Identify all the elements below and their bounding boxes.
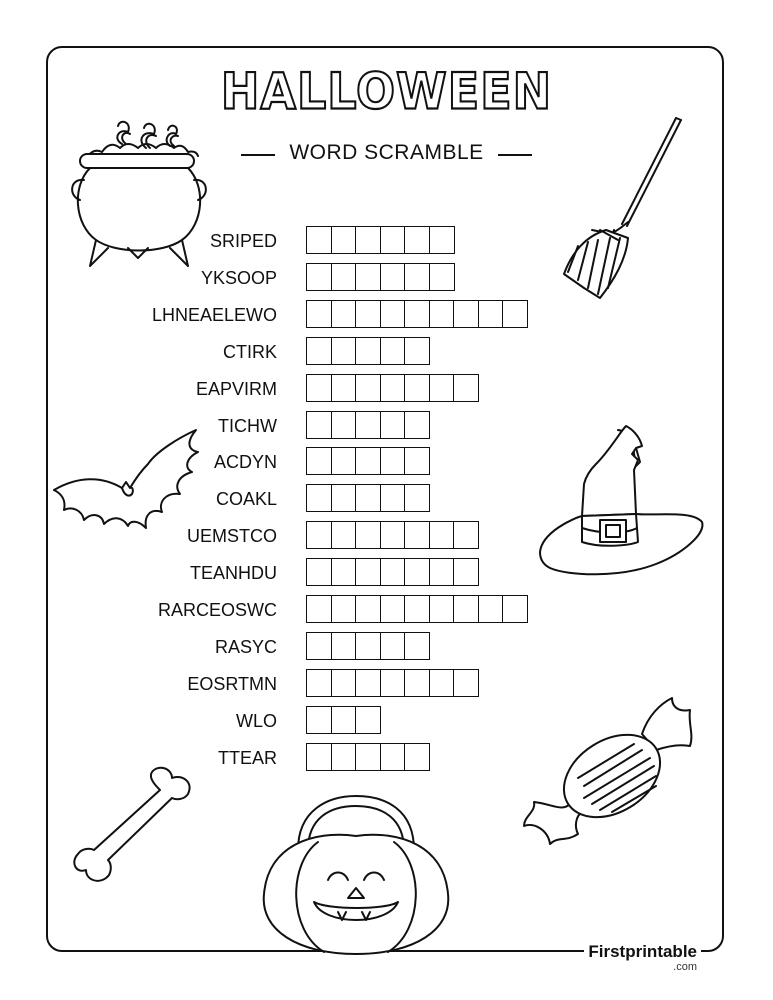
letter-box[interactable] bbox=[306, 300, 332, 328]
letter-box[interactable] bbox=[453, 300, 479, 328]
answer-boxes bbox=[306, 263, 453, 291]
letter-box[interactable] bbox=[404, 300, 430, 328]
letter-box[interactable] bbox=[306, 595, 332, 623]
puzzle-row bbox=[0, 374, 773, 404]
letter-box[interactable] bbox=[331, 669, 357, 697]
letter-box[interactable] bbox=[404, 447, 430, 475]
letter-box[interactable] bbox=[453, 558, 479, 586]
letter-box[interactable] bbox=[380, 374, 406, 402]
letter-box[interactable] bbox=[306, 374, 332, 402]
letter-box[interactable] bbox=[380, 743, 406, 771]
candy-icon bbox=[520, 694, 696, 850]
answer-boxes bbox=[306, 706, 380, 734]
letter-box[interactable] bbox=[306, 484, 332, 512]
letter-box[interactable] bbox=[502, 595, 528, 623]
brand-domain: .com bbox=[673, 961, 697, 973]
letter-box[interactable] bbox=[380, 447, 406, 475]
scrambled-word: UEMSTCO bbox=[187, 526, 277, 547]
letter-box[interactable] bbox=[453, 669, 479, 697]
scrambled-word: TEANHDU bbox=[189, 563, 277, 584]
letter-box[interactable] bbox=[404, 595, 430, 623]
letter-box[interactable] bbox=[380, 300, 406, 328]
letter-box[interactable] bbox=[331, 337, 357, 365]
puzzle-row bbox=[0, 595, 773, 625]
scrambled-word: YKSOOP bbox=[200, 267, 277, 288]
letter-box[interactable] bbox=[404, 521, 430, 549]
letter-box[interactable] bbox=[404, 263, 430, 291]
letter-box[interactable] bbox=[355, 226, 381, 254]
letter-box[interactable] bbox=[355, 374, 381, 402]
scrambled-word: COAKL bbox=[215, 489, 277, 510]
letter-box[interactable] bbox=[331, 374, 357, 402]
letter-box[interactable] bbox=[355, 558, 381, 586]
letter-box[interactable] bbox=[404, 743, 430, 771]
letter-box[interactable] bbox=[306, 558, 332, 586]
letter-box[interactable] bbox=[355, 743, 381, 771]
letter-box[interactable] bbox=[331, 484, 357, 512]
letter-box[interactable] bbox=[355, 300, 381, 328]
letter-box[interactable] bbox=[404, 411, 430, 439]
answer-boxes bbox=[306, 300, 527, 328]
letter-box[interactable] bbox=[429, 558, 455, 586]
scrambled-word: RASYC bbox=[214, 636, 277, 657]
letter-box[interactable] bbox=[429, 374, 455, 402]
letter-box[interactable] bbox=[331, 743, 357, 771]
letter-box[interactable] bbox=[380, 521, 406, 549]
scrambled-word: EAPVIRM bbox=[195, 378, 277, 399]
letter-box[interactable] bbox=[306, 226, 332, 254]
letter-box[interactable] bbox=[502, 300, 528, 328]
bone-icon bbox=[72, 764, 198, 888]
answer-boxes bbox=[306, 337, 429, 365]
letter-box[interactable] bbox=[380, 558, 406, 586]
letter-box[interactable] bbox=[306, 411, 332, 439]
letter-box[interactable] bbox=[429, 300, 455, 328]
answer-boxes bbox=[306, 374, 478, 402]
letter-box[interactable] bbox=[453, 521, 479, 549]
scrambled-word: RARCEOSWC bbox=[157, 600, 277, 620]
scrambled-word: SRIPED bbox=[209, 231, 277, 251]
letter-box[interactable] bbox=[306, 632, 332, 660]
letter-box[interactable] bbox=[306, 743, 332, 771]
letter-box[interactable] bbox=[331, 521, 357, 549]
subtitle-rule-left bbox=[241, 154, 275, 156]
scrambled-word: WLO bbox=[235, 710, 277, 731]
letter-box[interactable] bbox=[380, 632, 406, 660]
letter-box[interactable] bbox=[404, 226, 430, 254]
cauldron-icon bbox=[66, 108, 216, 270]
letter-box[interactable] bbox=[306, 521, 332, 549]
letter-box[interactable] bbox=[355, 447, 381, 475]
letter-box[interactable] bbox=[453, 595, 479, 623]
letter-box[interactable] bbox=[380, 669, 406, 697]
brand-name: Firstprintable bbox=[588, 942, 697, 961]
page-title: HALLOWEEN bbox=[220, 61, 553, 121]
subtitle-rule-right bbox=[498, 154, 532, 156]
answer-boxes bbox=[306, 447, 429, 475]
answer-boxes bbox=[306, 411, 429, 439]
letter-box[interactable] bbox=[355, 669, 381, 697]
scrambled-word: TTEAR bbox=[217, 747, 277, 768]
letter-box[interactable] bbox=[380, 226, 406, 254]
pumpkin-bucket-icon bbox=[258, 790, 454, 956]
letter-box[interactable] bbox=[355, 706, 381, 734]
letter-box[interactable] bbox=[404, 337, 430, 365]
letter-box[interactable] bbox=[331, 706, 357, 734]
letter-box[interactable] bbox=[355, 632, 381, 660]
answer-boxes bbox=[306, 743, 429, 771]
answer-boxes bbox=[306, 558, 478, 586]
letter-box[interactable] bbox=[429, 226, 455, 254]
letter-box[interactable] bbox=[429, 595, 455, 623]
page-subtitle: WORD SCRAMBLE bbox=[289, 141, 484, 164]
letter-box[interactable] bbox=[429, 669, 455, 697]
letter-box[interactable] bbox=[380, 337, 406, 365]
letter-box[interactable] bbox=[429, 521, 455, 549]
brand-footer bbox=[584, 943, 701, 973]
answer-boxes bbox=[306, 521, 478, 549]
answer-boxes bbox=[306, 595, 527, 623]
answer-boxes bbox=[306, 669, 478, 697]
letter-box[interactable] bbox=[380, 411, 406, 439]
letter-box[interactable] bbox=[331, 558, 357, 586]
letter-box[interactable] bbox=[429, 263, 455, 291]
letter-box[interactable] bbox=[306, 337, 332, 365]
letter-box[interactable] bbox=[355, 411, 381, 439]
puzzle-row bbox=[0, 337, 773, 367]
letter-box[interactable] bbox=[331, 447, 357, 475]
letter-box[interactable] bbox=[478, 300, 504, 328]
scrambled-word: TICHW bbox=[218, 415, 277, 436]
scrambled-word: LHNEAELEWO bbox=[151, 304, 277, 325]
answer-boxes bbox=[306, 632, 429, 660]
scrambled-word: ACDYN bbox=[213, 452, 277, 473]
letter-box[interactable] bbox=[331, 300, 357, 328]
letter-box[interactable] bbox=[355, 521, 381, 549]
letter-box[interactable] bbox=[404, 632, 430, 660]
scrambled-word: CTIRK bbox=[223, 341, 277, 362]
letter-box[interactable] bbox=[355, 263, 381, 291]
letter-box[interactable] bbox=[331, 226, 357, 254]
letter-box[interactable] bbox=[306, 669, 332, 697]
puzzle-row bbox=[0, 300, 773, 330]
letter-box[interactable] bbox=[404, 484, 430, 512]
puzzle-row bbox=[0, 632, 773, 662]
letter-box[interactable] bbox=[355, 484, 381, 512]
letter-box[interactable] bbox=[306, 263, 332, 291]
bat-icon bbox=[50, 428, 200, 532]
letter-box[interactable] bbox=[453, 374, 479, 402]
letter-box[interactable] bbox=[355, 595, 381, 623]
broom-icon bbox=[558, 112, 688, 302]
scrambled-word: EOSRTMN bbox=[187, 673, 277, 694]
letter-box[interactable] bbox=[331, 595, 357, 623]
letter-box[interactable] bbox=[380, 595, 406, 623]
answer-boxes bbox=[306, 484, 429, 512]
letter-box[interactable] bbox=[478, 595, 504, 623]
letter-box[interactable] bbox=[404, 669, 430, 697]
letter-box[interactable] bbox=[355, 337, 381, 365]
letter-box[interactable] bbox=[331, 632, 357, 660]
letter-box[interactable] bbox=[331, 263, 357, 291]
letter-box[interactable] bbox=[380, 484, 406, 512]
letter-box[interactable] bbox=[306, 706, 332, 734]
letter-box[interactable] bbox=[306, 447, 332, 475]
letter-box[interactable] bbox=[331, 411, 357, 439]
answer-boxes bbox=[306, 226, 453, 254]
letter-box[interactable] bbox=[380, 263, 406, 291]
letter-box[interactable] bbox=[404, 558, 430, 586]
witch-hat-icon bbox=[536, 424, 706, 584]
letter-box[interactable] bbox=[404, 374, 430, 402]
